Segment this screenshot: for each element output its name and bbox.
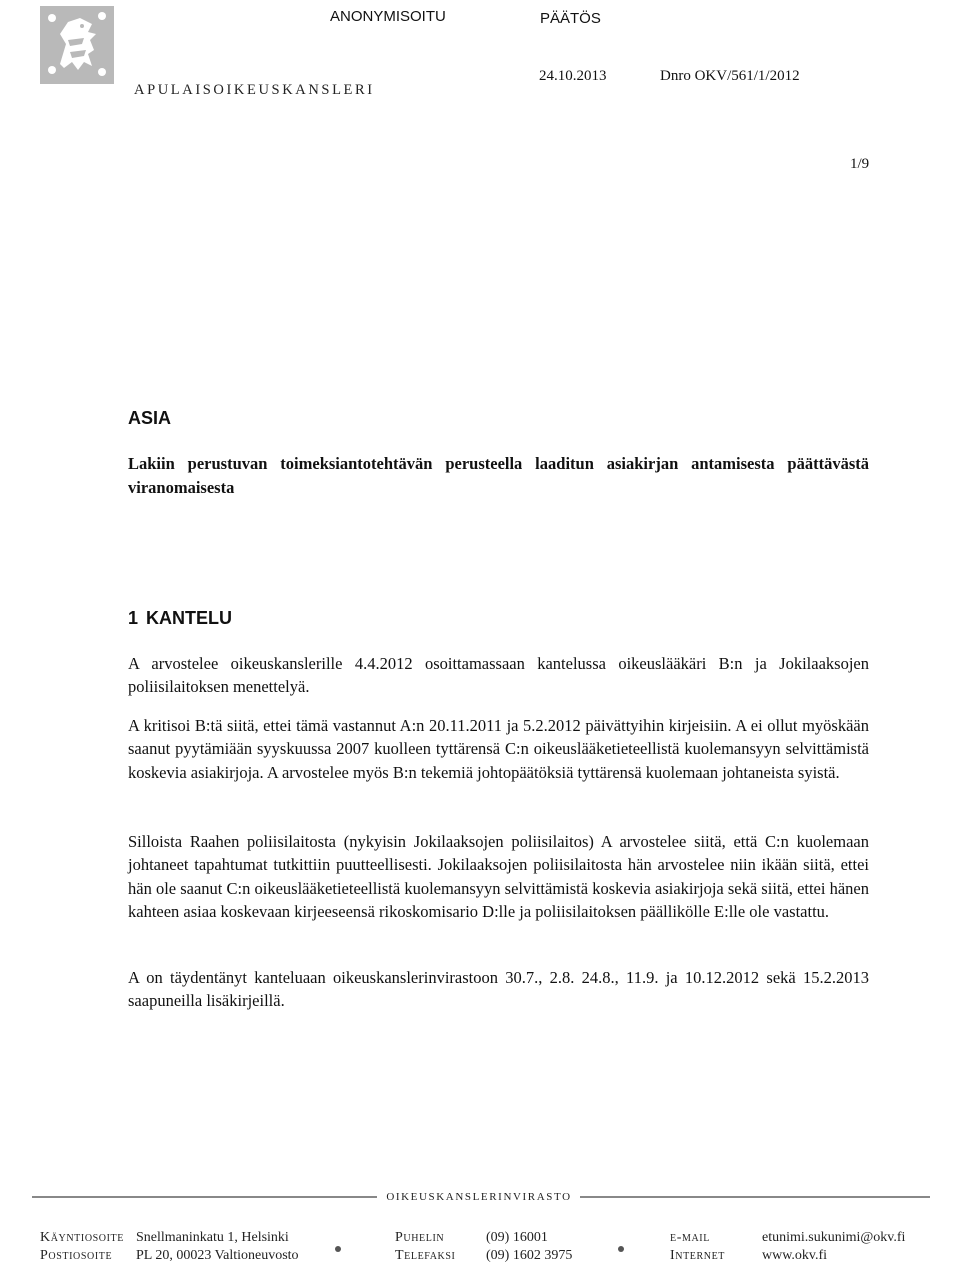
section-number: 1 [128, 608, 139, 628]
footer-internet-value[interactable]: www.okv.fi [762, 1248, 828, 1263]
footer-fax-label: Telefaksi [395, 1248, 456, 1263]
subject-heading: ASIA [128, 408, 172, 428]
document-date: 24.10.2013 [539, 68, 607, 84]
subject-title: Lakiin perustuvan toimeksiantotehtävän perusteella laaditun asiakirjan antamisesta päättävästä viranomaisesta [128, 454, 869, 497]
document-number: Dnro OKV/561/1/2012 [660, 68, 800, 84]
page-number: 1/9 [850, 156, 870, 172]
footer-visit-value: Snellmaninkatu 1, Helsinki [136, 1230, 289, 1245]
footer-phone-label: Puhelin [395, 1230, 445, 1245]
section-heading [128, 608, 240, 629]
footer-post-value: PL 20, 00023 Valtioneuvosto [136, 1248, 299, 1263]
coat-of-arms-lion-icon [38, 4, 116, 86]
paragraph: A arvostelee oikeuskanslerille 4.4.2012 osoittamassaan kantelussa oikeuslääkäri B:n ja Jokilaaksojen poliisilaitoksen menettelyä. [128, 654, 869, 697]
footer-email-label: e-mail [670, 1230, 710, 1245]
footer-bullet-icon [335, 1246, 341, 1252]
footer-office-name: oikeuskanslerinvirasto [386, 1188, 572, 1204]
paragraph: A kritisoi B:tä siitä, ettei tämä vastannut A:n 20.11.2011 ja 5.2.2012 päivättyihin kirjeisiin. A ei ollut myöskään saanut pyytämiään syyskuussa 2007 kuolleen tyttärensä C:n oikeuslääketieteellistä kuolemansyyn selvittämistä koskevia asiakirjoja. A arvostelee myös B:n tekemiä johtopäätöksiä tyttärensä kuolemaan johtaneista syistä. [128, 716, 869, 782]
footer-visit-label: Käyntiosoite [40, 1230, 124, 1245]
footer-fax-value: (09) 1602 3975 [486, 1248, 573, 1263]
paragraph: A on täydentänyt kanteluaan oikeuskanslerinvirastoon 30.7., 2.8. 24.8., 11.9. ja 10.12.2012 sekä 15.2.2013 saapuneilla lisäkirjeillä. [128, 968, 869, 1011]
footer-internet-label: Internet [670, 1248, 726, 1263]
footer-email-value[interactable]: etunimi.sukunimi@okv.fi [762, 1230, 906, 1245]
paragraph: Silloista Raahen poliisilaitosta (nykyisin Jokilaaksojen poliisilaitos) A arvostelee siitä, että C:n kuolemaan johtaneet tapahtumat tutkittiin puutteellisesti. Jokilaaksojen poliisilaitosta hän arvostelee niin ikään siitä, ettei hän ole saanut C:n oikeuslääketieteellistä kuolemansyyn selvittämistä koskevia asiakirjoja sekä siitä, ettei hänen kahteen asiaa koskevaan kirjeeseensä rikoskomisario D:lle ja poliisilaitoksen päällikölle E:lle ole vastattu. [128, 832, 869, 922]
footer-phone-value: (09) 16001 [486, 1230, 548, 1245]
footer-divider [580, 1196, 930, 1198]
footer-bullet-icon [618, 1246, 624, 1252]
footer-post-label: Postiosoite [40, 1248, 113, 1263]
org-name: APULAISOIKEUSKANSLERI [134, 82, 375, 98]
section-title: KANTELU [146, 608, 233, 628]
document-type: PÄÄTÖS [540, 10, 601, 27]
footer-divider [32, 1196, 377, 1198]
classification-label: ANONYMISOITU [330, 8, 446, 25]
